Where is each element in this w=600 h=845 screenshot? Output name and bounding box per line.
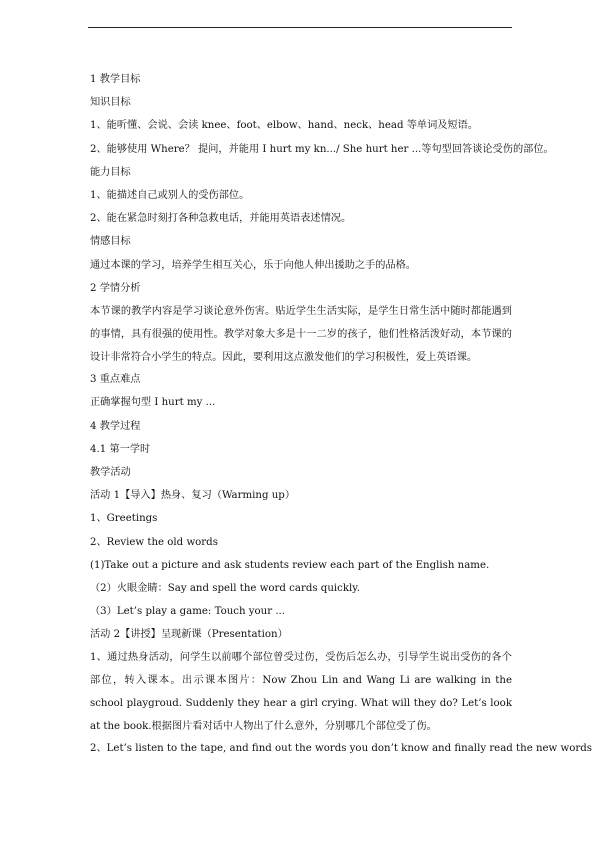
subheading-knowledge: 知识目标 — [90, 97, 131, 109]
activity-1-item-1: 1、Greetings — [90, 513, 158, 525]
activity-1-subitem-3: （3）Let’s play a game: Touch your ... — [90, 606, 286, 618]
subsection-first-period: 4.1 第一学时 — [90, 443, 151, 455]
subheading-activities: 教学活动 — [90, 467, 131, 479]
subheading-ability: 能力目标 — [90, 166, 131, 178]
activity-1-subitem-2: （2）火眼金睛：Say and spell the word cards quickly. — [90, 582, 360, 594]
ability-item-1: 1、能描述自己或别人的受伤部位。 — [90, 189, 250, 201]
presentation-paragraph: 1、通过热身活动，问学生以前哪个部位曾受过伤，受伤后怎么办，引导学生说出受伤的各个部位，转入课本。出示课本图片：Now Zhou Lin and Wang Li are walking in the school playgroud. Suddenly they hear a girl crying. What will they do? Let’s look at the book.根据图片看对话中人物出了什么意外，分别哪几个部位受了伤。 — [90, 652, 512, 733]
analysis-paragraph: 本节课的教学内容是学习谈论意外伤害。贴近学生生活实际，是学生日常生活中随时都能遇到的事情，具有很强的使用性。教学对象大多是十一二岁的孩子，他们性格活泼好动，本节课的设计非常符合小学生的特点。因此，要利用这点激发他们的学习积极性，爱上英语课。 — [90, 305, 512, 364]
activity-1-item-2: 2、Review the old words — [90, 536, 218, 548]
section-heading-keypoints: 3 重点难点 — [90, 374, 141, 386]
knowledge-item-2: 2、能够使用 Where？ 提问，并能用 I hurt my kn.../ She hurt her ...等句型回答谈论受伤的部位。 — [90, 143, 554, 155]
header-rule — [88, 27, 512, 28]
emotion-item: 通过本课的学习，培养学生相互关心，乐于向他人伸出援助之手的品格。 — [90, 259, 416, 271]
ability-item-2: 2、能在紧急时刻打各种急救电话，并能用英语表述情况。 — [90, 213, 352, 225]
section-heading-process: 4 教学过程 — [90, 420, 141, 432]
keypoints-item: 正确掌握句型 I hurt my ... — [90, 397, 216, 409]
section-heading-objectives: 1 教学目标 — [90, 74, 141, 85]
document-body — [90, 73, 592, 756]
subheading-emotion: 情感目标 — [90, 236, 131, 248]
knowledge-item-1: 1、能听懂、会说、会读 knee、foot、elbow、hand、neck、head 等单词及短语。 — [90, 120, 479, 132]
activity-1-heading: 活动 1【导入】热身、复习（Warming up） — [90, 490, 296, 502]
activity-2-heading: 活动 2【讲授】呈现新课（Presentation） — [90, 629, 288, 641]
presentation-item-2: 2、Let’s listen to the tape, and find out the words you don’t know and finally read the new words — [90, 743, 592, 755]
activity-1-subitem-1: (1)Take out a picture and ask students review each part of the English name. — [90, 559, 490, 571]
section-heading-analysis: 2 学情分析 — [90, 282, 141, 294]
